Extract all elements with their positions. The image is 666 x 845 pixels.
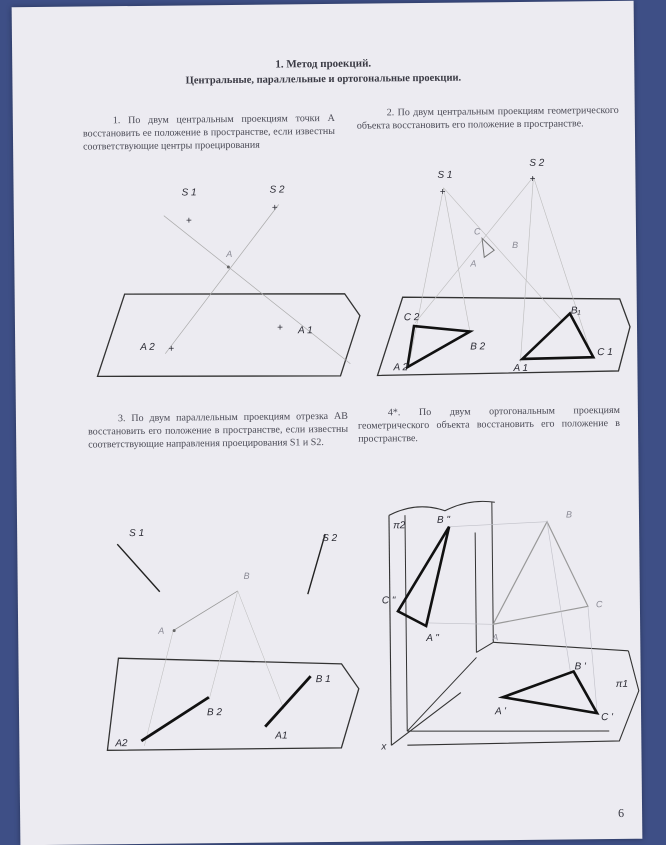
fig3-label-b: B (243, 570, 250, 581)
fig4-label-pi2: π2 (393, 520, 406, 532)
page-title: 1. Метод проекций. (275, 57, 372, 71)
fig1-a1-mark: + (276, 322, 283, 334)
fig2-label-c2: C 2 (403, 312, 420, 324)
fig1-projector-line (164, 204, 281, 353)
figure-4 (378, 500, 640, 753)
fig4-label-pi1: π1 (615, 678, 629, 690)
drawings-layer (12, 1, 643, 845)
fig1-center-s2-mark: + (271, 202, 278, 214)
task-4-text: 4*. По двум ортогональным проекциям геометрического объекта восстановить его положение в пространстве. (357, 404, 621, 445)
page-subtitle: Центральные, параллельные и ортогональные проекции. (185, 72, 462, 87)
fig2-label-c1: C 1 (597, 347, 613, 359)
fig3-label-s1: S 1 (129, 527, 145, 540)
page-number: 6 (618, 805, 625, 820)
fig2-label-c: C (473, 226, 481, 237)
fig1-projector-line (164, 214, 351, 366)
fig1-center-s1-mark: + (185, 215, 192, 227)
fig4-label-a-double: A " (426, 632, 439, 644)
fig4-label-x: x (381, 741, 387, 753)
fig4-spatial-triangle (492, 521, 588, 624)
fig3-label-a1: A1 (275, 730, 288, 742)
fig1-label-a1: A 1 (297, 325, 313, 337)
fig2-label-a1: A 1 (513, 362, 529, 375)
fig4-label-c-double: C " (381, 595, 396, 607)
fig4-label-b-double: B " (436, 514, 451, 526)
fig2-label-b1: B₁ (570, 305, 581, 317)
fig2-projection-triangle-1 (522, 313, 593, 359)
fig4-label-a-single: A ' (494, 706, 507, 718)
figure-2 (375, 157, 630, 376)
fig2-s1-mark: + (439, 186, 446, 198)
fig4-label-c-single: C ' (601, 712, 614, 724)
fig3-label-s2: S 2 (322, 532, 338, 545)
fig1-label-s2: S 2 (269, 184, 285, 196)
fig2-s2-mark: + (529, 173, 536, 185)
fig3-direction-s1 (117, 544, 160, 592)
task-3-text: 3. По двум параллельным проекциям отрезка АВ восстановить его положение в пространстве, если известны соответствующие направления проецирования S1 и S2. (88, 410, 349, 451)
fig2-projection-triangle-2 (407, 325, 470, 367)
fig2-label-s1: S 1 (437, 169, 453, 181)
fig3-label-b1: B 1 (315, 673, 331, 686)
task-1-text: 1. По двум центральным проекциям точки А восстановить ее положение в пространстве, если известны соответствующие центры проецирования (82, 112, 336, 153)
fig2-label-s2: S 2 (529, 157, 545, 169)
fig2-label-a2: A 2 (393, 362, 409, 374)
fig1-a2-mark: + (168, 343, 175, 355)
fig2-label-b2: B 2 (470, 341, 486, 353)
fig3-label-b2: B 2 (206, 707, 223, 719)
worksheet-page (12, 1, 643, 845)
fig2-label-a: A (470, 258, 477, 269)
fig1-label-s1: S 1 (181, 187, 197, 199)
fig3-label-a: A (158, 625, 165, 636)
figure-3 (105, 526, 359, 751)
fig3-projection-a1b1 (265, 676, 312, 726)
fig4-projection-triangle-pi1 (503, 671, 597, 714)
fig1-projection-plane (97, 292, 361, 379)
fig1-label-a2: A 2 (140, 341, 155, 353)
fig2-label-b: B (512, 239, 519, 251)
fig3-segment-ab (173, 591, 238, 631)
fig4-label-b-single: B ' (574, 661, 586, 673)
fig3-projection-plane (106, 656, 359, 751)
fig3-label-a2: A2 (115, 738, 128, 750)
fig4-label-a: A (492, 632, 499, 643)
fig4-label-b: B (565, 509, 573, 520)
figure-1 (96, 184, 361, 379)
fig2-spatial-triangle (482, 238, 494, 257)
fig4-plane-pi2-top (389, 501, 495, 515)
task-2-text: 2. По двум центральным проекциям геометрического объекта восстановить его положение в пространстве. (356, 104, 619, 132)
fig4-label-c: C (595, 599, 603, 610)
fig1-label-a: A (226, 248, 233, 260)
